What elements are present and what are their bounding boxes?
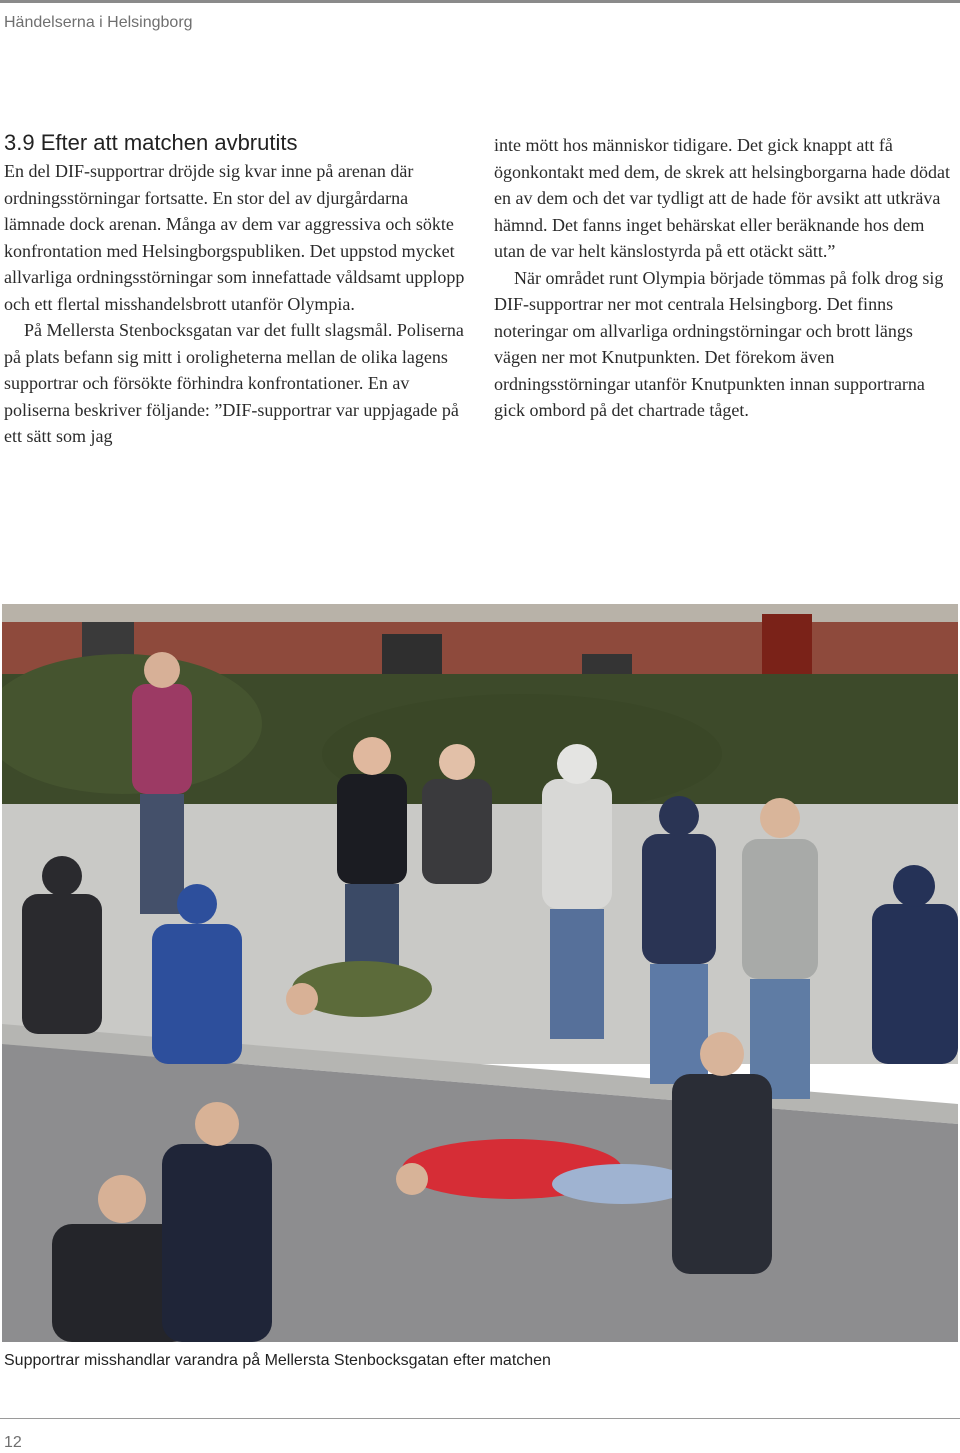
paragraph: En del DIF-supportrar dröjde sig kvar inne på arenan där ordningsstörningar fortsatte. En stor del av djurgårdarna lämnade dock arenan. Många av dem var aggressiva och sökte konfrontation med Helsingborgspubliken. Det uppstod mycket allvarliga ordningsstörningar som innefattade våldsamt upplopp och ett flertal misshandelsbrott utanför Olympia. [4, 161, 465, 314]
text-column-right [494, 132, 956, 424]
header-rule [0, 0, 960, 3]
figure-caption: Supportrar misshandlar varandra på Mellersta Stenbocksgatan efter matchen [4, 1352, 551, 1369]
text-column-left [4, 158, 470, 450]
page-number: 12 [4, 1434, 22, 1451]
paragraph: När området runt Olympia började tömmas på folk drog sig DIF-supportrar ner mot centrala Helsingborg. Det finns noteringar om allvarliga ordningstörningar och brott längs vägen ner mot Knutpunkten. Det förekom även ordningsstörningar utanför Knutpunkten innan supportrarna gick ombord på det chartrade tåget. [494, 267, 944, 420]
footer-rule [0, 1418, 960, 1419]
paragraph: På Mellersta Stenbocksgatan var det fullt slagsmål. Poliserna på plats befann sig mitt i oroligheterna mellan de olika lagens supportrar och försökte förhindra konfrontationer. En av poliserna beskriver följande: ”DIF-supportrar var uppjagade på ett sätt som jag [4, 320, 464, 446]
paragraph: inte mött hos människor tidigare. Det gick knappt att få ögonkontakt med dem, de skrek att helsingborgarna hade dödat en av dem och det var tydligt att de hade för avsikt att utkräva hämnd. Det fanns inget behärskat eller beräknande hos dem utan de var helt känslostyrda på ett otäckt sätt.” [494, 135, 951, 261]
street-fight-photo [2, 604, 958, 1342]
running-head: Händelserna i Helsingborg [4, 14, 193, 31]
section-heading: 3.9 Efter att matchen avbrutits [4, 130, 298, 155]
photo-illustration [2, 604, 958, 1342]
